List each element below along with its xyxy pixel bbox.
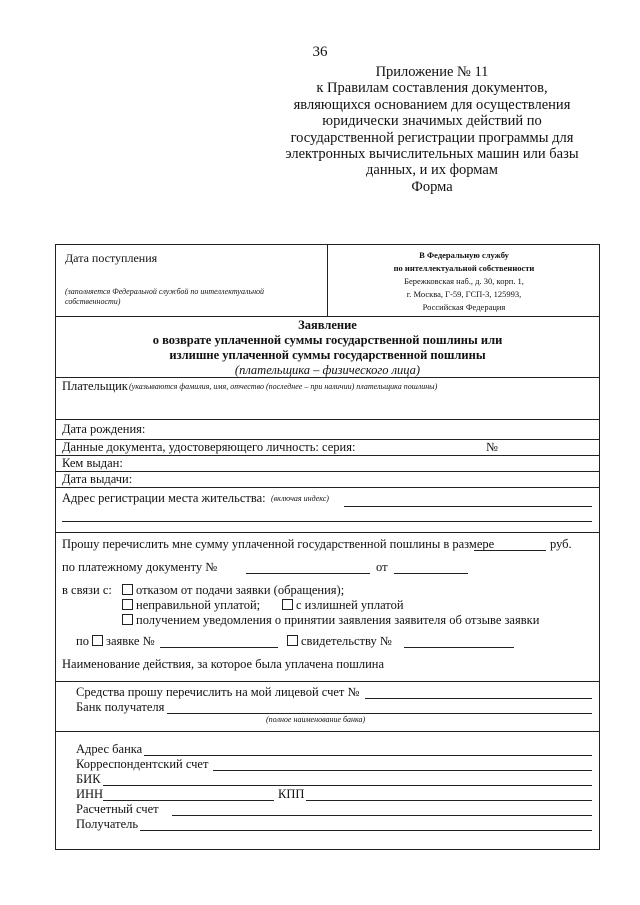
address-note: (включая индекс): [271, 494, 329, 503]
action-label: Наименование действия, за которое была уплачена пошлина: [62, 657, 385, 671]
from-label: от: [376, 560, 388, 574]
address-label: Адрес регистрации места жительства:: [62, 491, 266, 505]
divider: [56, 316, 599, 317]
payment-date-field[interactable]: [394, 573, 468, 574]
option-label: отказом от подачи заявки (обращения);: [136, 583, 345, 597]
appendix-header: [262, 64, 602, 195]
by-label: по: [76, 634, 89, 648]
inn-label: ИНН: [76, 787, 104, 801]
birth-date-label: Дата рождения:: [62, 422, 146, 436]
checkbox[interactable]: [282, 599, 293, 610]
corr-account-field[interactable]: [213, 770, 592, 771]
divider: [56, 731, 599, 732]
appendix-line: к Правилам составления документов,: [316, 80, 548, 97]
title-line: о возврате уплаченной суммы государственной пошлины или: [152, 333, 503, 347]
option-withdrawal-notice[interactable]: [122, 613, 539, 628]
checkbox[interactable]: [287, 635, 298, 646]
bik-label: БИК: [76, 772, 101, 786]
bank-address-field[interactable]: [144, 755, 592, 756]
kpp-label: КПП: [278, 787, 305, 801]
appendix-line: являющихся основанием для осуществления: [293, 96, 571, 113]
application-number-field[interactable]: [160, 647, 278, 648]
recipient-label: Получатель: [76, 817, 139, 831]
currency-label: руб.: [550, 537, 572, 551]
checkbox[interactable]: [92, 635, 103, 646]
account-label: Средства прошу перечислить на мой лицевой счет №: [76, 685, 360, 699]
bank-name-note: (полное наименование банка): [266, 715, 366, 724]
settlement-account-field[interactable]: [172, 815, 592, 816]
addressee-block: [328, 249, 600, 314]
page-number: 36: [312, 44, 328, 60]
application-form: [55, 244, 600, 850]
divider: [56, 377, 599, 378]
bank-name-field[interactable]: [167, 713, 592, 714]
title-line: излишне уплаченной суммы государственной пошлины: [169, 348, 486, 362]
checkbox[interactable]: [122, 614, 133, 625]
issue-date-label: Дата выдачи:: [62, 472, 133, 486]
id-document-label: Данные документа, удостоверяющего личность: серия:: [62, 440, 356, 454]
reason-label: в связи с:: [62, 583, 112, 597]
corr-account-label: Корреспондентский счет: [76, 757, 209, 771]
inn-field[interactable]: [103, 800, 274, 801]
certificate-number-field[interactable]: [404, 647, 514, 648]
appendix-line: Приложение № 11: [375, 64, 489, 80]
checkbox[interactable]: [122, 584, 133, 595]
payment-doc-number-field[interactable]: [246, 573, 370, 574]
certificate-label: свидетельству №: [301, 634, 392, 648]
bik-field[interactable]: [103, 785, 592, 786]
divider: [56, 681, 599, 682]
addressee-line: Российская Федерация: [422, 302, 506, 312]
divider: [56, 419, 599, 420]
appendix-line: юридически значимых действий по: [322, 113, 542, 130]
divider: [56, 487, 599, 488]
title-heading: Заявление: [298, 318, 357, 332]
option-wrong-payment[interactable]: [122, 598, 260, 613]
option-label: получением уведомления о принятии заявления заявителя об отзыве заявки: [136, 613, 540, 627]
bank-address-label: Адрес банка: [76, 742, 143, 756]
option-label: неправильной уплатой;: [136, 598, 261, 612]
fill-line[interactable]: [62, 521, 592, 522]
payer-note: (указываются фамилия, имя, отчество (последнее – при наличии) плательщика пошлины): [129, 382, 438, 391]
recipient-field[interactable]: [140, 830, 592, 831]
divider: [56, 471, 599, 472]
appendix-line: данных, и их формам: [366, 162, 498, 179]
checkbox[interactable]: [122, 599, 133, 610]
settlement-account-label: Расчетный счет: [76, 802, 159, 816]
receipt-date-label: Дата поступления: [65, 251, 158, 265]
addressee-line: Бережковская наб., д. 30, корп. 1,: [404, 276, 524, 286]
issued-by-label: Кем выдан:: [62, 456, 123, 470]
account-field[interactable]: [365, 698, 592, 699]
application-label: заявке №: [106, 634, 155, 648]
form-title: [56, 318, 599, 378]
option-refusal[interactable]: [122, 583, 344, 598]
divider: [56, 532, 599, 533]
payer-label: Плательщик: [62, 379, 128, 393]
kpp-field[interactable]: [306, 800, 592, 801]
option-overpayment[interactable]: [282, 598, 404, 613]
receipt-note: (заполняется Федеральной службой по интеллектуальной собственности): [65, 287, 265, 306]
addressee-line: В Федеральную службу: [419, 250, 509, 260]
payment-doc-label: по платежному документу №: [62, 560, 218, 574]
option-certificate[interactable]: [287, 634, 392, 649]
transfer-text: Прошу перечислить мне сумму уплаченной государственной пошлины в размере: [62, 537, 495, 551]
appendix-line: электронных вычислительных машин или базы: [285, 146, 579, 163]
amount-field[interactable]: [474, 550, 546, 551]
appendix-line: государственной регистрации программы для: [290, 129, 574, 146]
addressee-line: г. Москва, Г-59, ГСП-3, 125993,: [406, 289, 522, 299]
title-subline: (плательщика – физического лица): [234, 363, 421, 377]
divider: [56, 455, 599, 456]
option-label: с излишней уплатой: [296, 598, 404, 612]
addressee-line: по интеллектуальной собственности: [393, 263, 535, 273]
id-number-sign: №: [486, 440, 498, 454]
fill-line[interactable]: [344, 506, 592, 507]
option-application[interactable]: [92, 634, 155, 649]
bank-name-label: Банк получателя: [76, 700, 165, 714]
form-label: Форма: [411, 178, 453, 195]
